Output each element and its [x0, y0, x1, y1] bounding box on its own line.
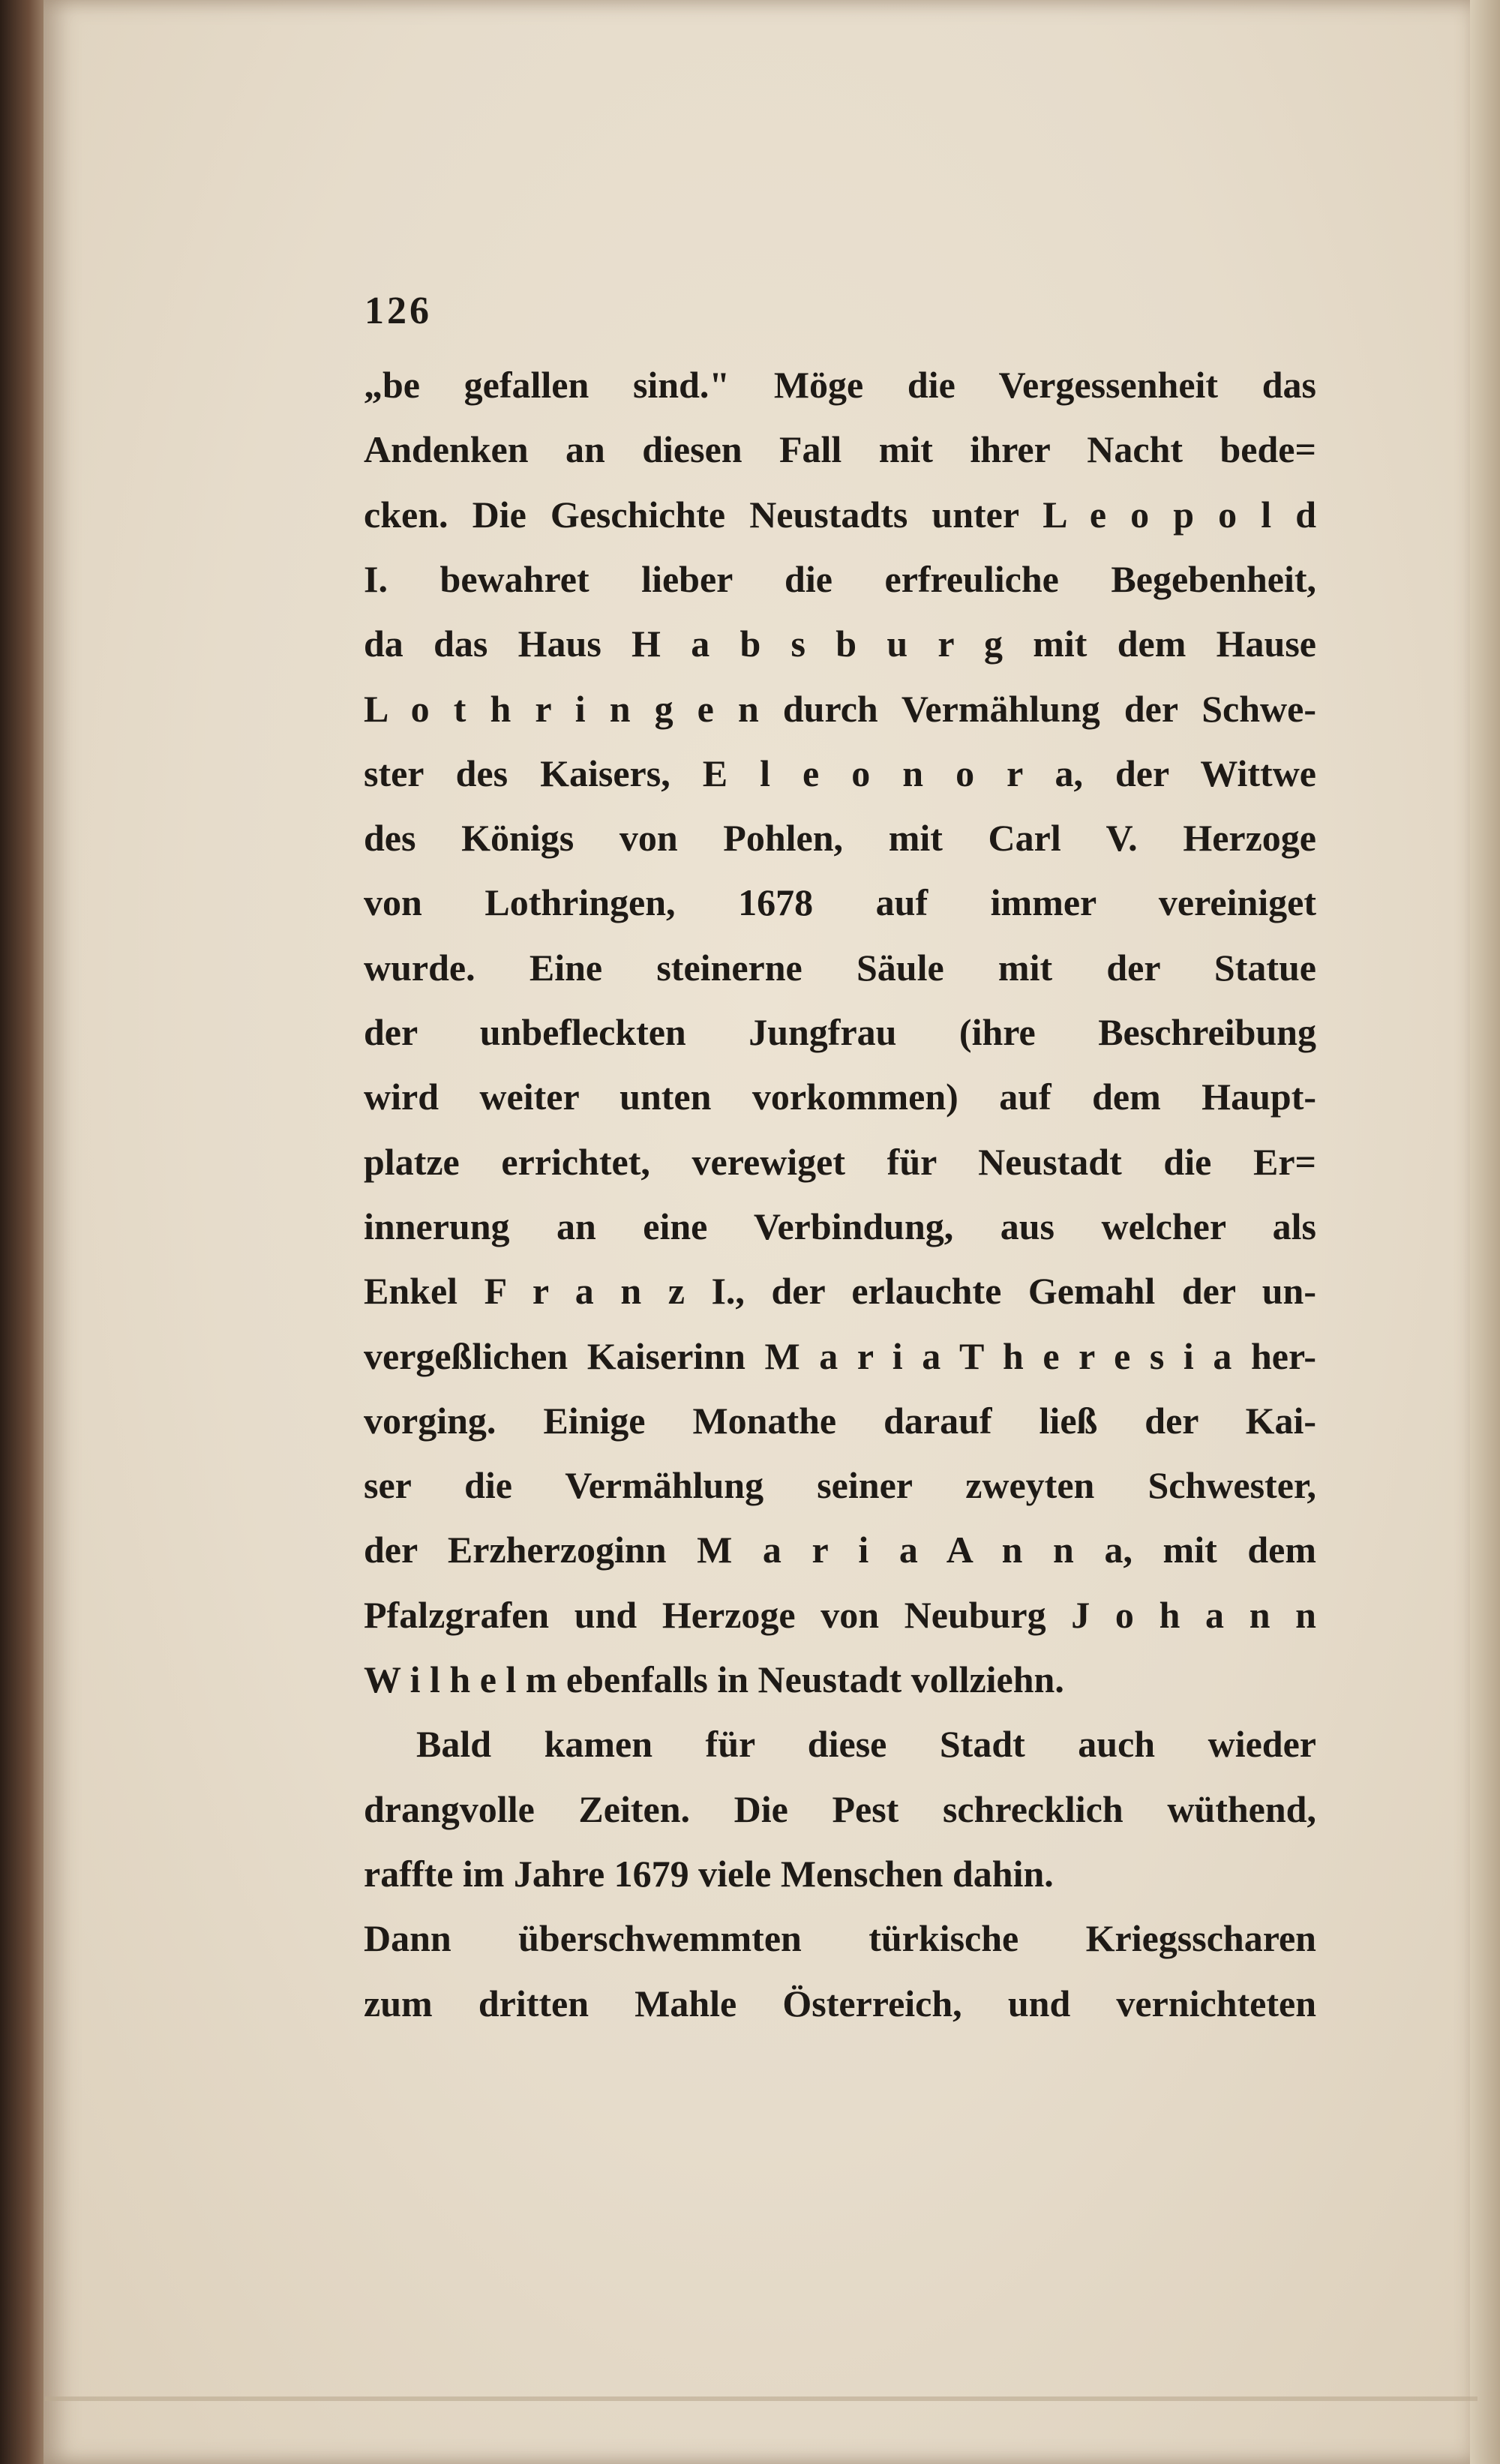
text-line: raffte im Jahre 1679 viele Menschen dahin.: [364, 1852, 1054, 1895]
text-line: da das Haus H a b s b u r g mit dem Hause: [364, 623, 1316, 665]
text-line: ser die Vermählung seiner zweyten Schwester,: [364, 1464, 1316, 1507]
text-line: „be gefallen sind." Möge die Vergessenheit das: [364, 364, 1316, 406]
text-line: der Erzherzoginn M a r i a A n n a, mit dem: [364, 1529, 1316, 1571]
text-line: ster des Kaisers, E l e o n o r a, der Wittwe: [364, 752, 1316, 794]
text-line: der unbefleckten Jungfrau (ihre Beschreibung: [364, 1011, 1316, 1053]
text-line: vergeßlichen Kaiserinn M a r i a T h e r e s i a her-: [364, 1334, 1316, 1377]
text-line: vorging. Einige Monathe darauf ließ der Kai-: [364, 1399, 1316, 1442]
text-line: Enkel F r a n z I., der erlauchte Gemahl der un-: [364, 1270, 1316, 1313]
text-line: wurde. Eine steinerne Säule mit der Statue: [364, 946, 1316, 989]
text-line: zum dritten Mahle Österreich, und vernichteten: [364, 1982, 1316, 2024]
text-line: wird weiter unten vorkommen) auf dem Haupt-: [364, 1076, 1316, 1118]
text-line: platze errichtet, verewiget für Neustadt die Er=: [364, 1140, 1316, 1183]
text-line: I. bewahret lieber die erfreuliche Begebenheit,: [364, 557, 1316, 600]
text-line: L o t h r i n g e n durch Vermählung der Schwe-: [364, 687, 1316, 730]
text-line: Bald kamen für diese Stadt auch wieder: [416, 1723, 1316, 1766]
text-line: W i l h e l m ebenfalls in Neustadt vollziehn.: [364, 1658, 1064, 1700]
text-line: innerung an eine Verbindung, aus welcher als: [364, 1205, 1316, 1247]
text-line: Dann überschwemmten türkische Kriegsscharen: [364, 1917, 1316, 1960]
page-bottom-edge: [45, 2396, 1478, 2401]
text-line: drangvolle Zeiten. Die Pest schrecklich wüthend,: [364, 1787, 1316, 1830]
text-line: Andenken an diesen Fall mit ihrer Nacht bede=: [364, 428, 1316, 471]
text-line: von Lothringen, 1678 auf immer vereiniget: [364, 881, 1316, 924]
text-line: des Königs von Pohlen, mit Carl V. Herzoge: [364, 817, 1316, 860]
page-right-edge: [1470, 0, 1500, 2464]
text-line: cken. Die Geschichte Neustadts unter L e o p o l d: [364, 493, 1316, 536]
page-number: 126: [364, 290, 432, 332]
text-line: Pfalzgrafen und Herzoge von Neuburg J o h a n n: [364, 1593, 1316, 1636]
